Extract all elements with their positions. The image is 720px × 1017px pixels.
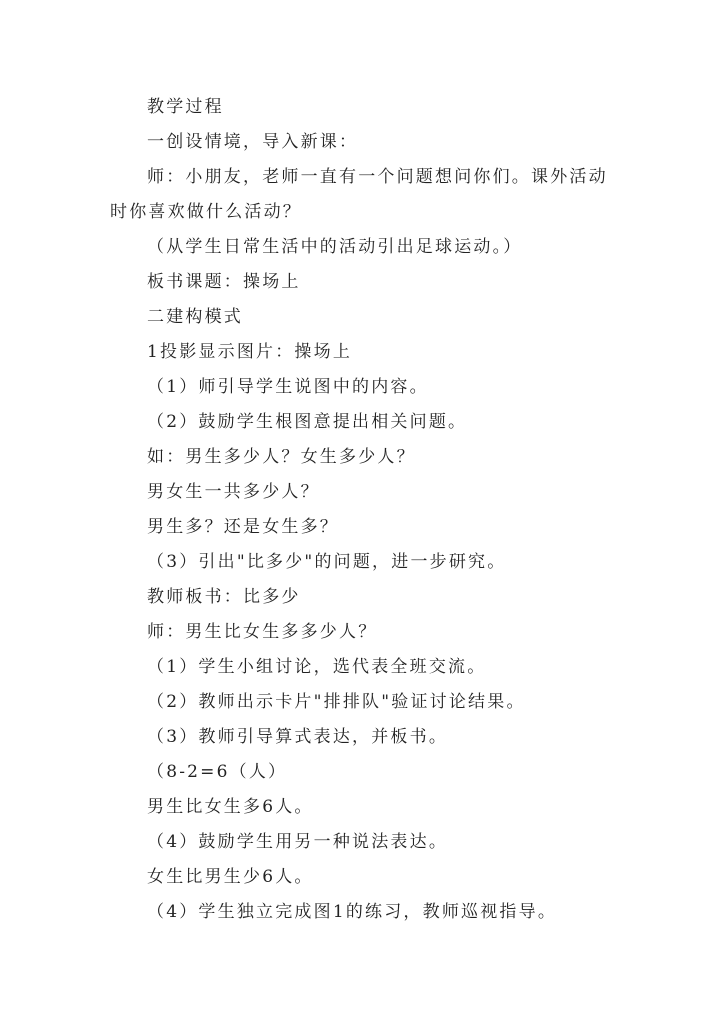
list-item: （1）师引导学生说图中的内容。	[147, 377, 429, 397]
paragraph-line: 板书课题：操场上	[147, 272, 301, 292]
paragraph-line: 时你喜欢做什么活动？	[110, 202, 302, 222]
paragraph-line: （从学生日常生活中的活动引出足球运动。）	[147, 237, 523, 257]
list-item: （2）鼓励学生根图意提出相关问题。	[147, 412, 468, 432]
paragraph-line: 男生多？还是女生多？	[147, 517, 339, 537]
paragraph-line: 师：小朋友，老师一直有一个问题想问你们。课外活动	[147, 167, 608, 187]
section-heading-introduction: 一创设情境，导入新课：	[147, 132, 359, 152]
list-item: （3）引出"比多少"的问题，进一步研究。	[147, 552, 507, 572]
paragraph-line: 1投影显示图片：操场上	[147, 342, 353, 362]
paragraph-line: （8-2=6（人）	[147, 762, 288, 782]
section-heading-build-model: 二建构模式	[147, 307, 243, 327]
paragraph-line: 教师板书：比多少	[147, 587, 301, 607]
list-item: （3）教师引导算式表达，并板书。	[147, 727, 449, 747]
list-item: （1）学生小组讨论，选代表全班交流。	[147, 657, 487, 677]
paragraph-line: 如：男生多少人？女生多少人？	[147, 447, 416, 467]
paragraph-line: 男生比女生多6人。	[147, 797, 314, 817]
paragraph-line: 女生比男生少6人。	[147, 867, 314, 887]
paragraph-line: 师：男生比女生多多少人？	[147, 622, 378, 642]
paragraph-line: 男女生一共多少人？	[147, 482, 320, 502]
list-item: （2）教师出示卡片"排排队"验证讨论结果。	[147, 692, 526, 712]
section-heading-teaching-process: 教学过程	[147, 97, 224, 117]
list-item: （4）鼓励学生用另一种说法表达。	[147, 832, 449, 852]
list-item: （4）学生独立完成图1的练习，教师巡视指导。	[147, 902, 558, 922]
